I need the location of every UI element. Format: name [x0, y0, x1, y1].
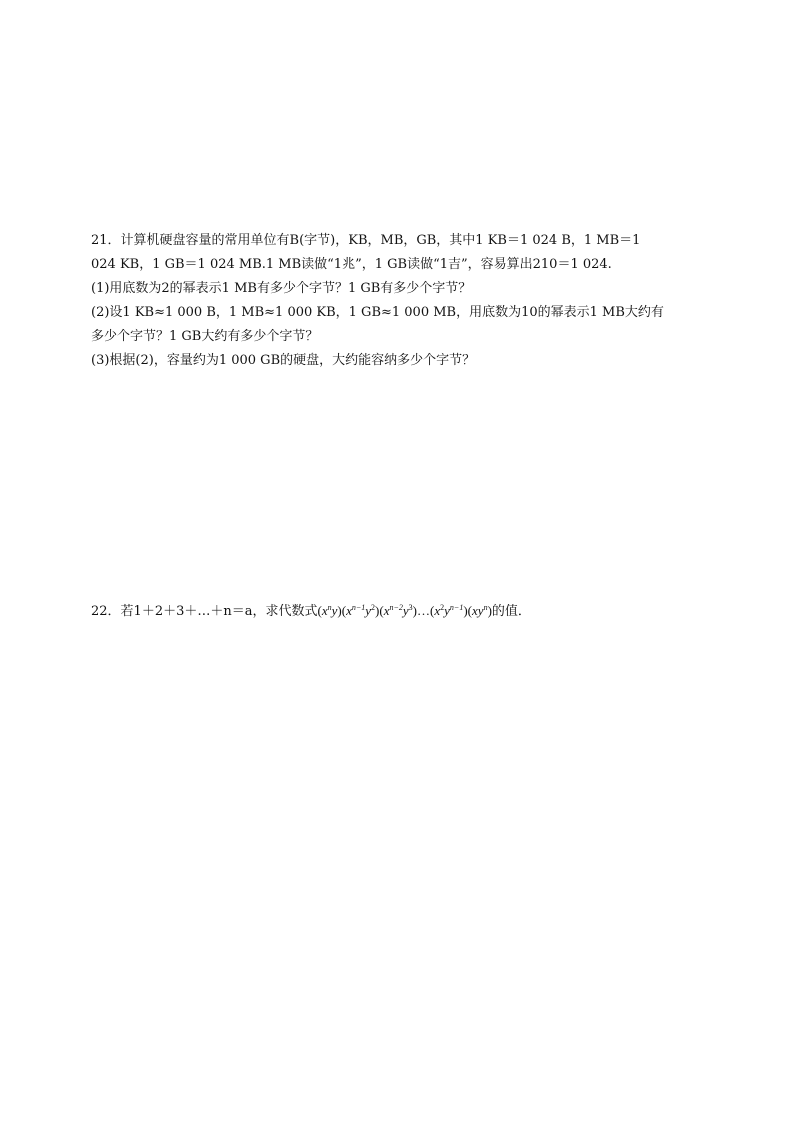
problem-21-line-1: 21．计算机硬盘容量的常用单位有B(字节)，KB，MB，GB，其中1 KB＝1 024 B，1 MB＝1	[91, 233, 641, 248]
problem-21-part-2-cont: 多少个字节？1 GB大约有多少个字节？	[91, 329, 319, 344]
problem-21	[91, 229, 711, 373]
problem-22-suffix: 的值．	[491, 604, 531, 619]
problem-22	[91, 596, 711, 624]
problem-22-prefix: 22．若1＋2＋3＋…＋n＝a，求代数式	[91, 604, 318, 619]
problem-21-part-1: (1)用底数为2的幂表示1 MB有多少个字节？1 GB有多少个字节？	[91, 281, 472, 296]
algebraic-expression: $(x^ny)(x^{n-1}y^2)(x^{n-2}y^3)\dots(x^2y^{n-1})(xy^n)$	[317, 603, 492, 618]
problem-22-line	[91, 596, 711, 624]
problem-21-line-2: 024 KB，1 GB＝1 024 MB.1 MB读做“1兆”，1 GB读做“1吉”，容易算出210＝1 024.	[91, 257, 612, 272]
problem-21-part-2: (2)设1 KB≈1 000 B，1 MB≈1 000 KB，1 GB≈1 000 MB，用底数为10的幂表示1 MB大约有	[91, 305, 664, 320]
problem-21-part-3: (3)根据(2)，容量约为1 000 GB的硬盘，大约能容纳多少个字节？	[91, 353, 476, 368]
